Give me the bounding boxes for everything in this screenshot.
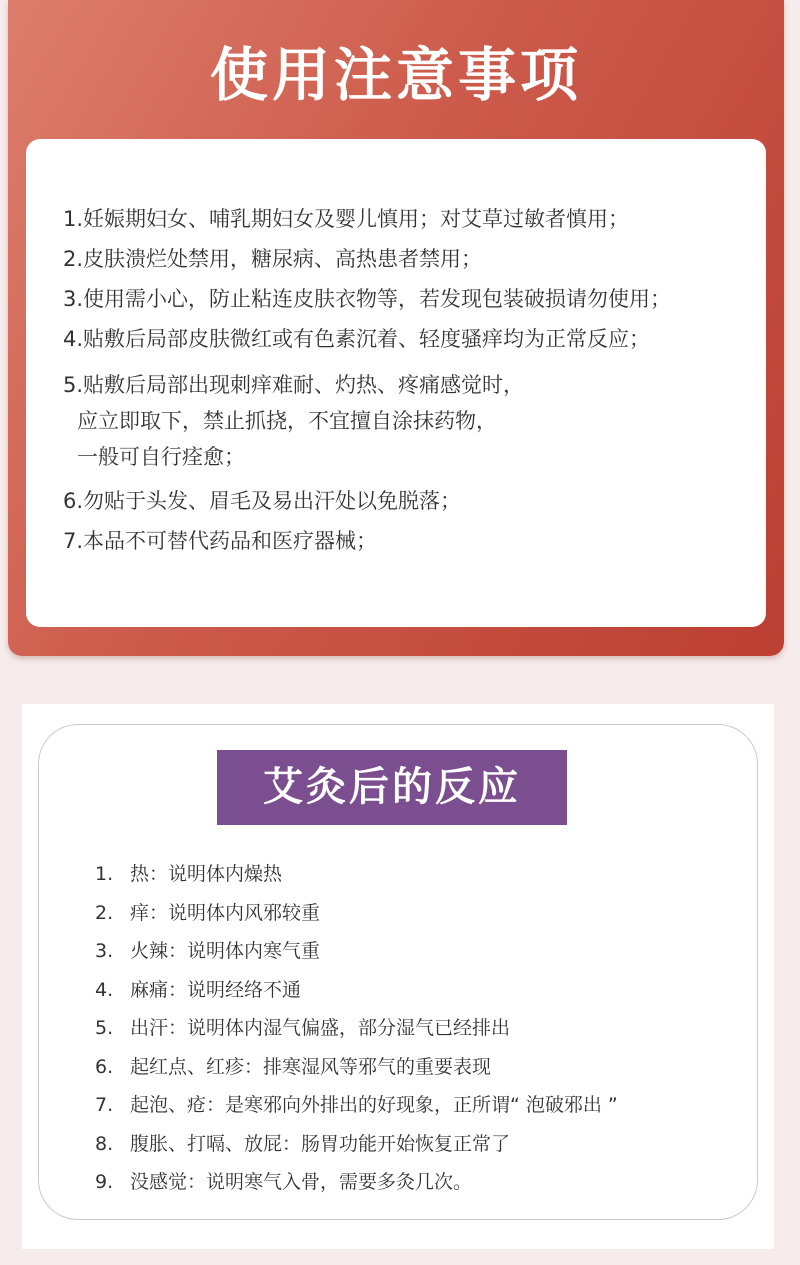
notice-title: 使用注意事项 xyxy=(209,41,582,109)
notice-item xyxy=(63,241,766,277)
notice-item xyxy=(63,483,766,519)
reaction-item-text: 热：说明体内燥热 xyxy=(130,863,283,885)
notice-item-text: 2.皮肤溃烂处禁用，糖尿病、高热患者禁用； xyxy=(63,247,483,271)
reaction-item-text: 出汗：说明体内湿气偏盛，部分湿气已经排出 xyxy=(130,1017,511,1039)
reaction-item xyxy=(95,971,618,1010)
reaction-item xyxy=(95,1048,618,1087)
notice-item-text: 6.勿贴于头发、眉毛及易出汗处以免脱落； xyxy=(63,489,462,513)
reaction-card xyxy=(38,724,758,1220)
reaction-item-number: 4. xyxy=(95,978,114,1001)
notice-item xyxy=(63,281,766,317)
reaction-item-text: 火辣：说明体内寒气重 xyxy=(130,940,321,962)
reaction-item-text: 没感觉：说明寒气入骨，需要多灸几次。 xyxy=(130,1171,473,1193)
notice-item-text: 7.本品不可替代药品和医疗器械； xyxy=(63,529,378,553)
reaction-item-number: 9. xyxy=(95,1171,114,1193)
reaction-item-text: 麻痛：说明经络不通 xyxy=(130,978,302,1001)
notice-item-text: 5.贴敷后局部出现刺痒难耐、灼热、疼痛感觉时， xyxy=(63,373,525,397)
reaction-item xyxy=(95,894,618,933)
notice-item xyxy=(63,321,766,357)
reaction-item-text: 起泡、疮：是寒邪向外排出的好现象，正所谓“ 泡破邪出 ” xyxy=(130,1094,618,1116)
reaction-section xyxy=(22,704,774,1249)
reaction-item-number: 3. xyxy=(95,940,114,962)
reaction-item-text: 腹胀、打嗝、放屁：肠胃功能开始恢复正常了 xyxy=(130,1132,511,1155)
notice-card xyxy=(26,139,766,627)
reaction-item-text: 痒：说明体内风邪较重 xyxy=(130,901,321,924)
reaction-item-number: 5. xyxy=(95,1017,114,1039)
notice-item xyxy=(63,201,766,237)
reaction-list xyxy=(95,855,618,1202)
reaction-item-number: 2. xyxy=(95,901,114,924)
reaction-item xyxy=(95,1163,618,1202)
reaction-item xyxy=(95,1009,618,1048)
notice-item-text: 应立即取下，禁止抓挠，不宜擅自涂抹药物， xyxy=(77,409,497,433)
notice-item xyxy=(63,523,766,559)
reaction-title: 艾灸后的反应 xyxy=(217,750,567,825)
notice-item-text: 1.妊娠期妇女、哺乳期妇女及婴儿慎用；对艾草过敏者慎用； xyxy=(63,207,630,231)
reaction-item xyxy=(95,1086,618,1125)
reaction-item xyxy=(95,855,618,894)
notice-item xyxy=(63,367,766,475)
reaction-item-number: 8. xyxy=(95,1132,114,1155)
reaction-item xyxy=(95,1125,618,1164)
notice-section xyxy=(8,0,784,656)
reaction-item-number: 1. xyxy=(95,863,114,885)
reaction-item-number: 6. xyxy=(95,1055,114,1078)
notice-item-text: 3.使用需小心，防止粘连皮肤衣物等，若发现包装破损请勿使用； xyxy=(63,287,672,311)
notice-item-text: 一般可自行痊愈； xyxy=(77,445,245,469)
notice-list xyxy=(63,201,766,563)
notice-item-text: 4.贴敷后局部皮肤微红或有色素沉着、轻度骚痒均为正常反应； xyxy=(63,327,651,351)
reaction-item-number: 7. xyxy=(95,1094,114,1116)
reaction-item-text: 起红点、红疹：排寒湿风等邪气的重要表现 xyxy=(130,1055,492,1078)
reaction-item xyxy=(95,932,618,971)
